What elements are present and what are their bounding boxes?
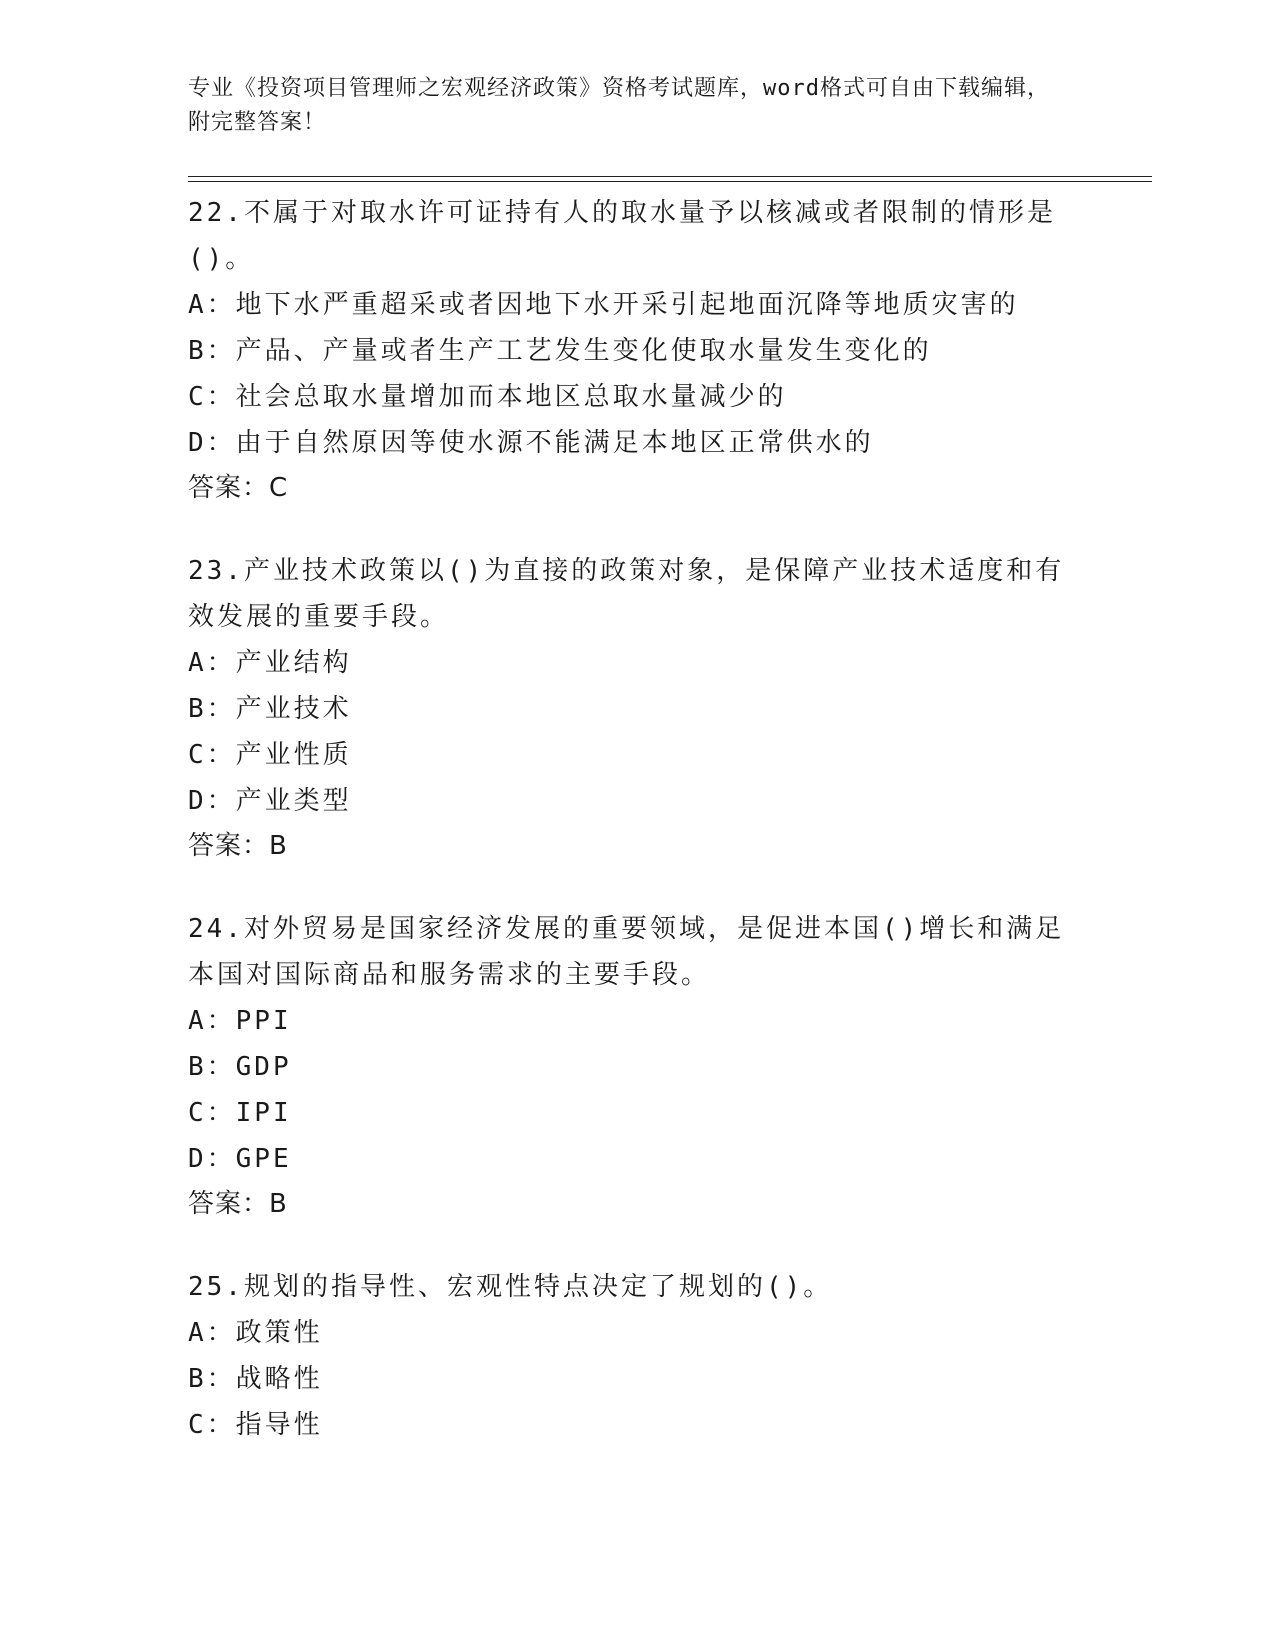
option-d: D：产业类型 (188, 786, 352, 816)
option-c: C：指导性 (188, 1410, 323, 1440)
document-header: 专业《投资项目管理师之宏观经济政策》资格考试题库，word格式可自由下载编辑，附完整答案！ (188, 76, 1050, 135)
question-stem: 24.对外贸易是国家经济发展的重要领域，是促进本国()增长和满足本国对国际商品和服务需求的主要手段。 (188, 914, 1065, 990)
question-24 (188, 906, 1078, 1226)
option-b: B：战略性 (188, 1364, 323, 1394)
option-c: C：IPI (188, 1098, 292, 1128)
option-b: B：产品、产量或者生产工艺发生变化使取水量发生变化的 (188, 336, 932, 366)
option-b: B：GDP (188, 1052, 292, 1082)
option-d: D：由于自然原因等使水源不能满足本地区正常供水的 (188, 428, 874, 458)
header-divider-bottom (188, 181, 1152, 182)
question-list (188, 190, 1078, 1486)
question-23 (188, 548, 1078, 868)
option-c: C：社会总取水量增加而本地区总取水量减少的 (188, 382, 787, 412)
question-22 (188, 190, 1078, 510)
answer: 答案：C (188, 473, 289, 503)
option-c: C：产业性质 (188, 740, 352, 770)
option-b: B：产业技术 (188, 694, 352, 724)
question-stem: 22.不属于对取水许可证持有人的取水量予以核减或者限制的情形是()。 (188, 198, 1056, 274)
question-25 (188, 1264, 1078, 1448)
option-d: D：GPE (188, 1144, 292, 1174)
answer: 答案：B (188, 1189, 288, 1219)
header-divider-top (188, 176, 1152, 177)
answer: 答案：B (188, 831, 288, 861)
question-stem: 23.产业技术政策以()为直接的政策对象，是保障产业技术适度和有效发展的重要手段。 (188, 556, 1065, 632)
option-a: A：产业结构 (188, 648, 352, 678)
question-stem: 25.规划的指导性、宏观性特点决定了规划的()。 (188, 1272, 833, 1302)
option-a: A：政策性 (188, 1318, 323, 1348)
option-a: A：PPI (188, 1006, 292, 1036)
option-a: A：地下水严重超采或者因地下水开采引起地面沉降等地质灾害的 (188, 290, 1019, 320)
